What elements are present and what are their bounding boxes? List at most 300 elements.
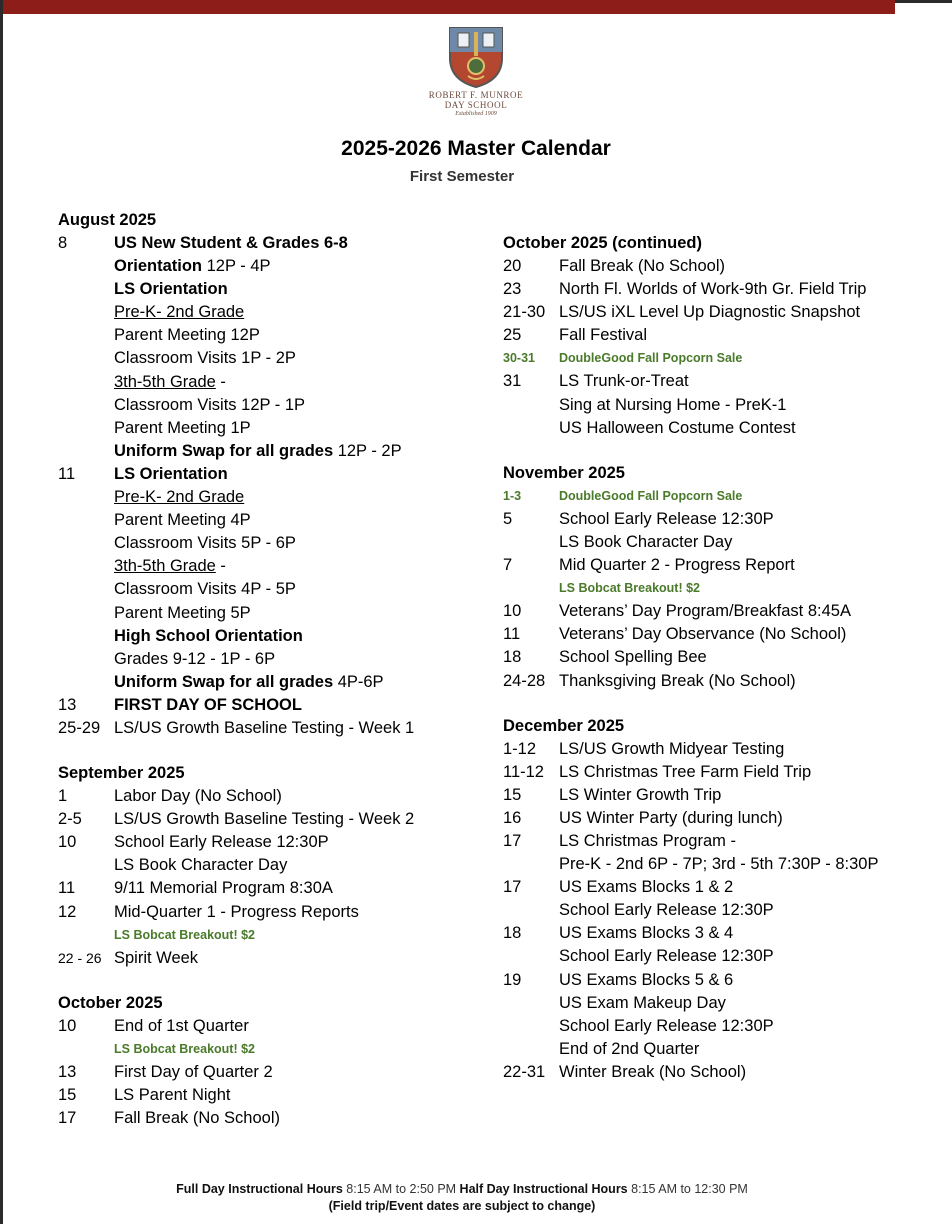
event-label: LS Christmas Tree Farm Field Trip	[559, 762, 812, 781]
event-date	[503, 577, 559, 600]
event-label: School Early Release 12:30P	[559, 509, 774, 528]
event-row	[503, 600, 943, 623]
event-text	[114, 417, 478, 440]
event-label: Mid Quarter 2 - Progress Report	[559, 556, 795, 575]
event-text	[114, 486, 478, 509]
event-date	[58, 671, 114, 694]
event-row	[58, 901, 478, 924]
event-text	[114, 1084, 478, 1107]
event-text	[559, 945, 943, 968]
event-label: 9/11 Memorial Program 8:30A	[114, 879, 333, 898]
event-date: 15	[58, 1086, 77, 1105]
event-label: Pre-K - 2nd 6P - 7P; 3rd - 5th 7:30P - 8:30P	[559, 855, 879, 874]
event-label: US Halloween Costume Contest	[559, 418, 796, 437]
event-row	[503, 370, 943, 393]
event-text	[114, 877, 478, 900]
event-label: Parent Meeting 1P	[114, 418, 251, 437]
event-label: Orientation	[114, 257, 203, 276]
event-label: Veterans’ Day Program/Breakfast 8:45A	[559, 602, 851, 621]
event-label: School Early Release 12:30P	[559, 947, 774, 966]
event-row	[58, 278, 478, 301]
event-date: 10	[58, 1016, 77, 1035]
event-row	[503, 485, 943, 508]
event-label: LS Christmas Program -	[559, 831, 736, 850]
page-frame-top	[895, 0, 952, 3]
event-date	[58, 486, 114, 509]
footer-hours	[0, 1181, 924, 1198]
event-row	[58, 532, 478, 555]
event-date	[58, 417, 114, 440]
event-date	[503, 1038, 559, 1061]
event-label: LS Bobcat Breakout! $2	[114, 1041, 256, 1056]
event-date	[58, 924, 114, 947]
event-date: 2-5	[58, 810, 82, 829]
page-subtitle: First Semester	[409, 168, 515, 185]
event-label: 3th-5th Grade	[114, 557, 216, 576]
event-label: Parent Meeting 12P	[114, 326, 260, 345]
event-row	[58, 509, 478, 532]
event-date	[503, 1015, 559, 1038]
event-label: School Early Release 12:30P	[114, 833, 329, 852]
event-text	[559, 646, 943, 669]
event-label: Spirit Week	[114, 948, 199, 967]
event-label: LS/US Growth Baseline Testing - Week 2	[114, 810, 415, 829]
event-row	[58, 924, 478, 947]
event-text	[559, 531, 943, 554]
event-date	[58, 278, 114, 301]
event-label: School Spelling Bee	[559, 648, 707, 667]
event-text	[114, 808, 478, 831]
event-date: 10	[58, 833, 77, 852]
event-date: 18	[503, 648, 522, 667]
event-label: End of 1st Quarter	[114, 1016, 249, 1035]
header-accent-bar	[3, 0, 895, 14]
event-text	[559, 807, 943, 830]
school-name-line2: DAY SCHOOL	[444, 100, 508, 110]
event-label: LS/US Growth Midyear Testing	[559, 739, 785, 758]
event-text	[114, 648, 478, 671]
event-text	[559, 670, 943, 693]
event-label: Fall Break (No School)	[114, 1109, 280, 1128]
event-text	[559, 738, 943, 761]
event-row	[58, 694, 478, 717]
event-text	[559, 577, 943, 600]
event-row	[503, 1015, 943, 1038]
event-row	[58, 877, 478, 900]
event-row	[503, 554, 943, 577]
event-row	[58, 785, 478, 808]
event-row	[58, 440, 478, 463]
event-text	[114, 1061, 478, 1084]
event-date: 13	[58, 1063, 77, 1081]
month-heading-november: November 2025	[503, 463, 625, 482]
event-date	[503, 853, 559, 876]
event-date: 13	[58, 695, 77, 714]
event-row	[503, 1061, 943, 1084]
event-date: 25-29	[58, 718, 101, 737]
event-text	[559, 922, 943, 945]
event-label: Labor Day (No School)	[114, 787, 282, 806]
event-date	[58, 394, 114, 417]
event-detail: 12P - 4P	[202, 257, 271, 276]
event-text	[559, 761, 943, 784]
event-text	[114, 347, 478, 370]
event-label: US Winter Party (during lunch)	[559, 808, 783, 827]
event-row	[58, 347, 478, 370]
month-heading-october-continued: October 2025 (continued)	[503, 234, 702, 252]
event-row	[503, 301, 943, 324]
event-row	[503, 738, 943, 761]
event-text	[559, 394, 943, 417]
event-row	[58, 1038, 478, 1061]
event-row	[58, 324, 478, 347]
event-list-september	[58, 785, 478, 970]
event-row	[58, 394, 478, 417]
event-text	[559, 600, 943, 623]
event-label: LS Trunk-or-Treat	[559, 372, 689, 391]
event-text	[114, 717, 478, 740]
event-date	[58, 301, 114, 324]
event-date: 11	[58, 879, 76, 898]
event-row	[503, 508, 943, 531]
event-label: FIRST DAY OF SCHOOL	[114, 695, 302, 714]
event-label: US Exams Blocks 3 & 4	[559, 924, 734, 943]
event-list-october	[58, 1015, 478, 1130]
event-row	[503, 394, 943, 417]
event-date: 17	[503, 831, 522, 850]
event-text	[114, 371, 478, 394]
event-row	[503, 969, 943, 992]
event-text	[114, 901, 478, 924]
event-label: Thanksgiving Break (No School)	[559, 671, 796, 690]
event-date: 25	[503, 326, 522, 345]
event-date	[58, 854, 114, 877]
event-row	[503, 853, 943, 876]
event-list-october-continued	[503, 255, 943, 440]
event-row	[503, 899, 943, 922]
event-text	[114, 301, 478, 324]
event-detail: 12P - 2P	[333, 441, 402, 460]
event-date: 19	[503, 970, 522, 989]
event-text	[559, 370, 943, 393]
event-text	[114, 1015, 478, 1038]
school-name-line1: ROBERT F. MUNROE	[428, 90, 524, 100]
event-label: High School Orientation	[114, 626, 303, 645]
event-date	[503, 945, 559, 968]
event-date	[58, 602, 114, 625]
event-label: US Exams Blocks 1 & 2	[559, 878, 734, 897]
event-row	[58, 463, 478, 486]
event-text	[114, 1038, 478, 1061]
event-text	[559, 830, 943, 853]
event-date	[503, 899, 559, 922]
event-text	[559, 417, 943, 440]
event-text	[114, 854, 478, 877]
event-label: Grades 9-12 - 1P - 6P	[114, 649, 276, 668]
event-text	[114, 924, 478, 947]
event-row	[58, 648, 478, 671]
event-label: 3th-5th Grade	[114, 372, 216, 391]
event-text	[114, 578, 478, 601]
event-text	[559, 508, 943, 531]
event-label: LS/US iXL Level Up Diagnostic Snapshot	[559, 303, 861, 322]
event-list-december	[503, 738, 943, 1084]
event-text	[114, 532, 478, 555]
event-detail: -	[215, 372, 226, 391]
event-text	[559, 623, 943, 646]
event-label: School Early Release 12:30P	[559, 901, 774, 920]
event-row	[58, 1061, 478, 1084]
event-text	[559, 324, 943, 347]
event-row	[58, 417, 478, 440]
event-label: DoubleGood Fall Popcorn Sale	[559, 351, 743, 366]
half-day-hours: 8:15 AM to 12:30 PM	[627, 1182, 748, 1196]
event-text	[114, 694, 478, 717]
event-row	[503, 1038, 943, 1061]
month-heading-december: December 2025	[503, 716, 625, 735]
school-crest-icon	[446, 24, 506, 90]
event-row	[58, 602, 478, 625]
event-label: Parent Meeting 5P	[114, 603, 251, 622]
school-tagline: Established 1909	[455, 111, 497, 117]
event-date: 8	[58, 234, 68, 252]
event-row	[503, 623, 943, 646]
event-text	[114, 394, 478, 417]
event-text	[114, 324, 478, 347]
event-row	[503, 784, 943, 807]
event-label: Classroom Visits 1P - 2P	[114, 349, 296, 368]
event-date: 22-31	[503, 1062, 546, 1081]
full-day-label: Full Day Instructional Hours	[176, 1182, 343, 1196]
event-label: DoubleGood Fall Popcorn Sale	[559, 488, 743, 503]
event-date	[58, 1038, 114, 1061]
page-title: 2025-2026 Master Calendar	[341, 137, 611, 160]
event-date: 12	[58, 902, 77, 921]
event-date: 22 - 26	[58, 949, 102, 966]
event-row	[58, 671, 478, 694]
event-date: 11	[503, 625, 521, 644]
event-date: 11-12	[503, 762, 544, 781]
event-row	[503, 807, 943, 830]
full-day-hours: 8:15 AM to 2:50 PM	[342, 1182, 460, 1196]
event-row	[58, 371, 478, 394]
event-row	[58, 255, 478, 278]
event-date: 7	[503, 556, 513, 575]
event-label: Pre-K- 2nd Grade	[114, 303, 245, 322]
event-label: LS Bobcat Breakout! $2	[114, 927, 256, 942]
event-text	[114, 671, 478, 694]
event-text	[559, 876, 943, 899]
event-row	[503, 347, 943, 370]
event-text	[559, 784, 943, 807]
event-text	[114, 1107, 478, 1130]
event-date	[58, 324, 114, 347]
event-date	[58, 371, 114, 394]
event-row	[503, 945, 943, 968]
event-row	[503, 670, 943, 693]
event-text	[559, 1061, 943, 1084]
event-date	[58, 255, 114, 278]
event-date	[58, 532, 114, 555]
event-row	[58, 555, 478, 578]
event-date	[58, 578, 114, 601]
event-label: LS Parent Night	[114, 1086, 231, 1105]
event-row	[58, 1084, 478, 1107]
event-row	[58, 232, 478, 255]
event-detail: 4P-6P	[333, 672, 384, 691]
event-label: Pre-K- 2nd Grade	[114, 488, 245, 507]
event-label: LS Bobcat Breakout! $2	[559, 581, 701, 596]
event-date	[58, 440, 114, 463]
event-detail: -	[215, 557, 226, 576]
event-label: LS Book Character Day	[114, 856, 288, 875]
event-row	[503, 992, 943, 1015]
event-label: Sing at Nursing Home - PreK-1	[559, 395, 787, 414]
event-text	[114, 232, 478, 255]
event-label: Fall Festival	[559, 326, 648, 345]
event-date	[503, 394, 559, 417]
event-label: US Exams Blocks 5 & 6	[559, 970, 734, 989]
footer	[0, 1181, 924, 1215]
event-date	[58, 347, 114, 370]
event-text	[114, 463, 478, 486]
event-list-november	[503, 485, 943, 693]
event-row	[503, 577, 943, 600]
event-label: Winter Break (No School)	[559, 1062, 747, 1081]
event-row	[503, 417, 943, 440]
event-text	[559, 255, 943, 278]
event-date: 5	[503, 509, 513, 528]
event-row	[503, 876, 943, 899]
event-row	[503, 922, 943, 945]
event-date: 24-28	[503, 671, 546, 690]
event-text	[114, 625, 478, 648]
event-row	[58, 486, 478, 509]
event-date	[503, 531, 559, 554]
event-row	[503, 278, 943, 301]
event-date	[58, 625, 114, 648]
event-row	[58, 947, 478, 970]
event-label: First Day of Quarter 2	[114, 1063, 273, 1081]
event-date: 16	[503, 808, 522, 827]
event-date: 18	[503, 924, 522, 943]
event-text	[114, 555, 478, 578]
event-text	[559, 969, 943, 992]
event-label: US Exam Makeup Day	[559, 993, 726, 1012]
event-row	[503, 255, 943, 278]
event-row	[58, 578, 478, 601]
event-list-august	[58, 232, 478, 740]
event-label: North Fl. Worlds of Work-9th Gr. Field Trip	[559, 280, 867, 299]
event-date: 10	[503, 602, 522, 621]
event-date	[58, 648, 114, 671]
event-date: 23	[503, 280, 522, 299]
event-row	[58, 831, 478, 854]
month-heading-october: October 2025	[58, 993, 163, 1012]
event-date: 21-30	[503, 303, 546, 322]
event-date: 20	[503, 257, 522, 275]
event-label: LS Book Character Day	[559, 532, 733, 551]
event-date	[503, 417, 559, 440]
event-label: Fall Break (No School)	[559, 257, 725, 275]
event-row	[503, 646, 943, 669]
event-text	[114, 831, 478, 854]
event-label: Parent Meeting 4P	[114, 511, 251, 530]
event-row	[503, 761, 943, 784]
event-label: Classroom Visits 12P - 1P	[114, 395, 306, 414]
event-text	[559, 278, 943, 301]
event-date: 11	[58, 464, 76, 483]
event-text	[559, 301, 943, 324]
event-date	[503, 992, 559, 1015]
event-text	[559, 992, 943, 1015]
event-label: End of 2nd Quarter	[559, 1039, 700, 1058]
event-row	[58, 717, 478, 740]
event-label: LS Winter Growth Trip	[559, 785, 722, 804]
event-text	[559, 554, 943, 577]
event-date: 17	[503, 878, 522, 897]
event-date: 1	[58, 787, 68, 806]
event-text	[559, 485, 943, 508]
event-date: 17	[58, 1109, 77, 1128]
event-row	[58, 625, 478, 648]
event-text	[559, 347, 943, 370]
event-row	[503, 324, 943, 347]
event-text	[559, 853, 943, 876]
footer-note: (Field trip/Event dates are subject to change)	[328, 1199, 596, 1213]
event-date: 1-12	[503, 739, 537, 758]
event-text	[114, 509, 478, 532]
event-text	[114, 602, 478, 625]
month-heading-august: August 2025	[58, 211, 157, 229]
event-label: Uniform Swap for all grades	[114, 672, 334, 691]
event-row	[58, 1015, 478, 1038]
event-label: School Early Release 12:30P	[559, 1016, 774, 1035]
event-text	[559, 1015, 943, 1038]
event-date	[58, 555, 114, 578]
event-label: Mid-Quarter 1 - Progress Reports	[114, 902, 359, 921]
event-row	[503, 830, 943, 853]
event-date: 30-31	[503, 351, 535, 366]
event-text	[559, 899, 943, 922]
event-date: 15	[503, 785, 522, 804]
event-row	[58, 854, 478, 877]
event-label: US New Student & Grades 6-8	[114, 234, 348, 252]
event-text	[114, 785, 478, 808]
month-heading-september: September 2025	[58, 764, 185, 783]
event-label: LS Orientation	[114, 464, 228, 483]
event-label: Veterans’ Day Observance (No School)	[559, 625, 847, 644]
event-row	[503, 531, 943, 554]
event-date: 1-3	[503, 488, 522, 503]
school-logo	[418, 24, 534, 118]
right-column	[503, 232, 943, 1084]
event-row	[58, 808, 478, 831]
event-date	[58, 509, 114, 532]
event-row	[58, 301, 478, 324]
event-text	[114, 278, 478, 301]
half-day-label: Half Day Instructional Hours	[459, 1182, 628, 1196]
event-label: Uniform Swap for all grades	[114, 441, 334, 460]
event-label: Classroom Visits 5P - 6P	[114, 534, 296, 553]
event-date: 31	[503, 372, 522, 391]
event-label: Classroom Visits 4P - 5P	[114, 580, 296, 599]
event-row	[58, 1107, 478, 1130]
event-text	[114, 255, 478, 278]
event-text	[114, 440, 478, 463]
event-label: LS/US Growth Baseline Testing - Week 1	[114, 718, 415, 737]
event-label: LS Orientation	[114, 280, 228, 299]
